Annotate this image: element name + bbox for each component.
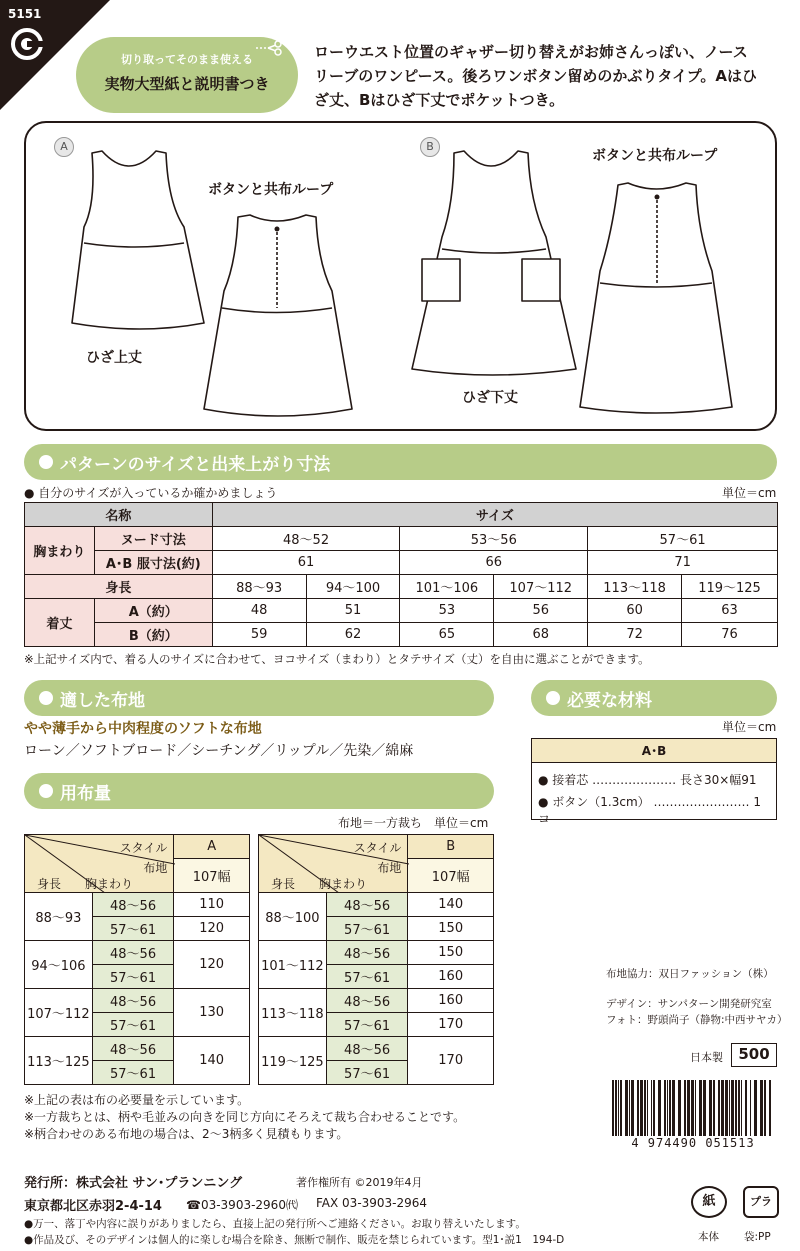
yardage-cell: 120 [174,941,250,989]
height-cell: 113〜125 [25,1037,93,1085]
style-b-head: B [408,835,494,859]
description-line: ざ丈、Bはひざ下丈でポケットつき。 [314,91,565,109]
yardage-cell: 160 [408,989,494,1013]
description-line: ローウエスト位置のギャザー切り替えがお姉さんっぽい、ノース [314,43,748,61]
description-line: リーブのワンピース。後ろワンボタン留めのかぶりタイプ。Aはひ [314,67,758,85]
chest-cell: 57〜61 [326,1013,408,1037]
chest-cell: 48〜56 [92,989,174,1013]
material-row [538,793,770,827]
button-icon [655,195,660,200]
yardage-cell: 130 [174,989,250,1037]
height-cell: 107〜112 [25,989,93,1037]
row-label-finished: A･B 服寸法(約) [94,551,212,575]
table-cell: 107〜112 [494,575,588,599]
yardage-unit: 布地＝一方裁ち 単位＝cm [338,816,489,830]
yardage-cell: 140 [408,893,494,917]
style-a-marker: A [54,137,74,157]
table-cell: 53 [400,599,494,623]
material-value: 長さ30×幅91 [679,773,757,787]
yardage-cell: 140 [174,1037,250,1085]
row-label-length: 着丈 [25,599,95,647]
yardage-cell: 120 [174,917,250,941]
table-cell: 94〜100 [306,575,400,599]
material-value: 1コ [538,795,761,826]
pocket-left [422,259,460,301]
chest-cell: 48〜56 [326,1037,408,1061]
chest-cell: 57〜61 [92,917,174,941]
table-cell: 66 [400,551,588,575]
section-title: 用布量 [60,784,111,804]
yardage-cell: 160 [408,965,494,989]
height-cell: 113〜118 [259,989,327,1037]
pocket-right [522,259,560,301]
fax: FAX 03-3903-2964 [316,1196,428,1210]
chest-cell: 57〜61 [326,1061,408,1085]
plastic-recycle-icon: プラ [743,1186,779,1218]
size-footnote: ※上記サイズ内で、着る人のサイズに合わせて、ヨコサイズ（まわり）とタテサイズ（丈）を自由に選ぶことができます。 [24,652,650,666]
address: 東京都北区赤羽2-4-14 [24,1199,162,1214]
height-cell: 119〜125 [259,1037,327,1085]
footer-note-2: ●作品及び、そのデザインは個人的に楽しむ場合を除き、無断で制作、販売を禁じられています。型1･説1 194-D [24,1234,565,1246]
credit-design: デザイン：サンパターン開発研究室 [606,998,772,1010]
description [314,40,784,112]
pattern-code: 5151 [8,7,42,21]
illustration-panel [24,121,777,431]
table-cell: 63 [682,599,778,623]
table-cell: 59 [212,623,306,647]
table-cell: 76 [682,623,778,647]
table-cell: 68 [494,623,588,647]
fabric-list: ローン／ソフトブロード／シーチング／リップル／先染／綿麻 [24,743,414,759]
label-height: 身長 [271,877,296,891]
size-unit: 単位＝cm [722,486,777,500]
yardage-cell: 110 [174,893,250,917]
dress-drawings [26,123,775,429]
barcode-number: 4 974490 051513 [606,1136,780,1150]
credit-photo: フォト：野頭尚子（静物:中西サヤカ） [606,1014,788,1026]
section-title: 必要な材料 [567,691,652,711]
bag-label: 袋:PP [744,1231,771,1243]
chest-cell: 57〜61 [326,917,408,941]
yardage-cell: 170 [408,1037,494,1085]
chest-cell: 48〜56 [326,989,408,1013]
label-height: 身長 [37,877,62,891]
height-cell: 88〜93 [25,893,93,941]
row-label-height: 身長 [25,575,213,599]
section-title: 適した布地 [60,691,145,711]
table-cell: 61 [212,551,400,575]
note-line: ※上記の表は布の必要量を示しています。 [24,1093,250,1107]
bullet-icon [39,691,53,705]
label-fabric: 布地 [377,861,402,875]
width-head: 107幅 [174,859,250,893]
caption-b-length: ひざ下丈 [462,390,518,406]
caption-a-button: ボタンと共布ループ [208,182,334,198]
section-header-size [24,444,777,480]
table-cell: 57〜61 [588,527,778,551]
tel: ☎03-3903-2960㈹ [186,1198,298,1212]
price: 500 [731,1043,777,1067]
table-cell: 51 [306,599,400,623]
materials-box [531,738,777,826]
table-cell: 88〜93 [212,575,306,599]
row-label-b: B（約） [94,623,212,647]
yardage-table-a [24,834,250,1085]
scissors-icon [256,40,284,56]
table-diagonal-header [25,835,174,893]
footer-note-1: ●万一、落丁や内容に誤りがありましたら、直接上記の発行所へご連絡ください。お取り替えいたします。 [24,1218,526,1230]
table-cell: 60 [588,599,682,623]
table-cell: 53〜56 [400,527,588,551]
chest-cell: 48〜56 [326,893,408,917]
table-cell: 48〜52 [212,527,400,551]
paper-recycle-icon: 紙 [691,1186,727,1218]
button-icon [275,227,280,232]
copyright: 著作権所有 ©2019年4月 [296,1176,423,1189]
materials-unit: 単位＝cm [722,720,777,734]
table-cell: 48 [212,599,306,623]
material-name: ● ボタン（1.3cm） [538,795,650,809]
label-chest: 胸まわり [85,877,134,891]
table-cell: 65 [400,623,494,647]
yardage-notes [24,1092,465,1143]
header-size: サイズ [212,503,777,527]
dress-a-front [72,151,204,329]
table-cell: 101〜106 [400,575,494,599]
table-cell: 119〜125 [682,575,778,599]
style-a-head: A [174,835,250,859]
chest-cell: 48〜56 [92,893,174,917]
height-cell: 88〜100 [259,893,327,941]
chest-cell: 48〜56 [92,1037,174,1061]
row-label-nude: ヌード寸法 [94,527,212,551]
height-cell: 101〜112 [259,941,327,989]
material-dots: ………………… [592,773,677,787]
yardage-cell: 150 [408,941,494,965]
yardage-cell: 150 [408,917,494,941]
material-dots: …………………… [653,795,750,809]
table-cell: 56 [494,599,588,623]
section-header-materials [531,680,777,716]
style-b-marker: B [420,137,440,157]
chest-cell: 57〜61 [92,1013,174,1037]
table-cell: 72 [588,623,682,647]
width-head: 107幅 [408,859,494,893]
note-line: ※一方裁ちとは、柄や毛並みの向きを同じ方向にそろえて裁ち合わせることです。 [24,1110,466,1124]
materials-head: A･B [532,739,776,763]
body-label: 本体 [698,1231,719,1243]
yardage-table-b [258,834,494,1085]
note-line: ※柄合わせのある布地の場合は、2〜3柄多く見積もります。 [24,1127,349,1141]
label-fabric: 布地 [143,861,168,875]
fabric-highlight: やや薄手から中肉程度のソフトな布地 [24,721,262,737]
yardage-cell: 170 [408,1013,494,1037]
chest-cell: 48〜56 [92,941,174,965]
promo-large-text: 実物大型紙と説明書つき [104,75,270,93]
chest-cell: 57〜61 [92,965,174,989]
dress-a-back [204,215,352,416]
label-style: スタイル [119,841,168,855]
chest-cell: 48〜56 [326,941,408,965]
table-cell: 71 [588,551,778,575]
section-title: パターンのサイズと出来上がり寸法 [60,455,331,475]
size-table [24,502,778,647]
caption-a-length: ひざ上丈 [86,350,142,366]
label-style: スタイル [353,841,402,855]
material-row [538,771,770,788]
row-label-chest: 胸まわり [25,527,95,575]
table-cell: 113〜118 [588,575,682,599]
size-note: ● 自分のサイズが入っているか確かめましょう [24,486,278,500]
material-name: ● 接着芯 [538,773,589,787]
table-diagonal-header [259,835,408,893]
section-header-yardage [24,773,494,809]
caption-b-button: ボタンと共布ループ [592,148,718,164]
bullet-icon [546,691,560,705]
dress-b-back [580,183,732,413]
bullet-icon [39,455,53,469]
credit-fabric: 布地協力：双日ファッション（株） [606,968,774,980]
row-label-a: A（約） [94,599,212,623]
chest-cell: 57〜61 [326,965,408,989]
chest-cell: 57〜61 [92,1061,174,1085]
header-name: 名称 [25,503,213,527]
label-chest: 胸まわり [319,877,368,891]
bullet-icon [39,784,53,798]
section-header-fabric [24,680,494,716]
brand-logo-icon [10,27,44,61]
promo-small-text: 切り取ってそのまま使える [121,53,253,66]
made-in-japan: 日本製 [690,1051,723,1064]
publisher: 発行所：株式会社 サン･プランニング [24,1176,243,1191]
height-cell: 94〜106 [25,941,93,989]
table-cell: 62 [306,623,400,647]
